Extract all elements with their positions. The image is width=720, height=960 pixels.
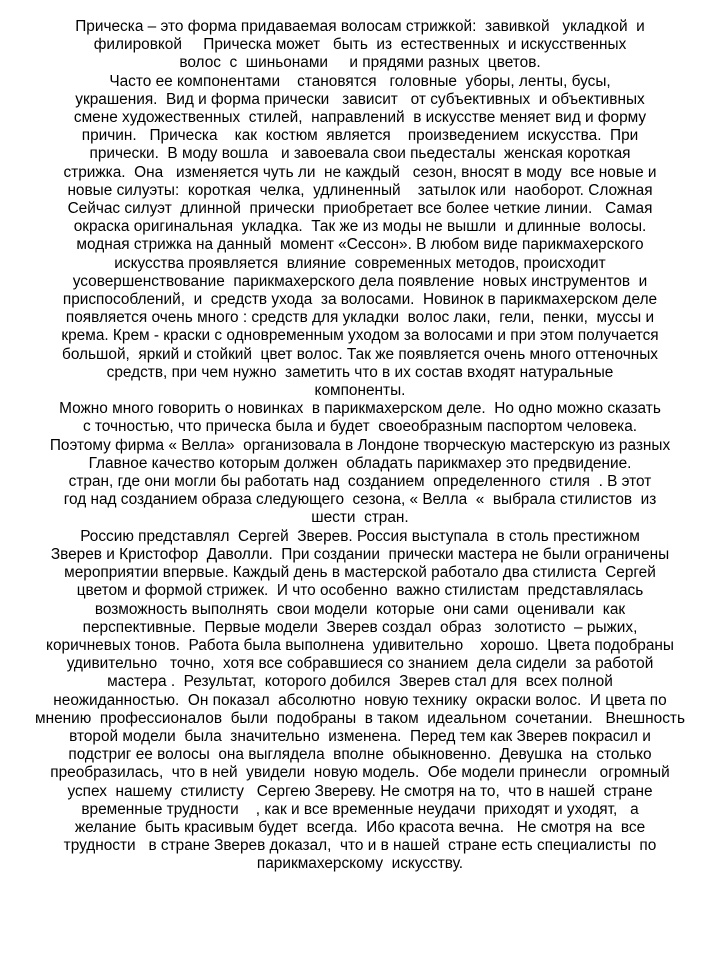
text-line: неожиданностью. Он показал абсолютно новую технику окраски волос. И цвета по: [53, 691, 667, 709]
text-line: стран, где они могли бы работать над созданием определенного стиля . В этот: [68, 473, 652, 491]
text-line: перспективные. Первые модели Зверев создал образ золотисто – рыжих,: [82, 618, 638, 636]
text-line: Зверев и Кристофор Даволли. При создании прически мастера не были ограничены: [50, 545, 670, 563]
text-line: цветом и формой стрижек. И что особенно важно стилистам представлялась: [76, 582, 644, 600]
text-line: модная стрижка на данный момент «Сессон». В любом виде парикмахерского: [76, 236, 644, 254]
text-line: Россию представлял Сергей Зверев. Россия выступала в столь престижном: [80, 527, 640, 545]
text-line: коричневых тонов. Работа была выполнена удивительно хорошо. Цвета подобраны: [46, 636, 674, 654]
text-line: мастера . Результат, которого добился Зверев стал для всех полной: [107, 673, 613, 691]
text-line: Часто ее компонентами становятся головные уборы, ленты, бусы,: [109, 72, 611, 90]
text-line: второй модели была значительно изменена. Перед тем как Зверев покрасил и: [69, 727, 651, 745]
text-line: новые силуэты: короткая челка, удлиненный затылок или наоборот. Сложная: [67, 181, 653, 199]
text-line: искусства проявляется влияние современных методов, происходит: [114, 254, 606, 272]
text-line: приспособлений, и средств ухода за волосами. Новинок в парикмахерском деле: [62, 291, 658, 309]
text-line: шести стран.: [311, 509, 409, 527]
text-line: с точностью, что прическа была и будет своеобразным паспортом человека.: [82, 418, 638, 436]
text-line: мнению профессионалов были подобраны в таком идеальном сочетании. Внешность: [35, 709, 685, 727]
text-line: Сейчас силуэт длинной прически приобретает все более четкие линии. Самая: [67, 200, 653, 218]
text-line: средств, при чем нужно заметить что в их состав входят натуральные: [106, 363, 614, 381]
text-line: трудности в стране Зверев доказал, что и в нашей стране есть специалисты по: [63, 837, 657, 855]
text-line: компоненты.: [314, 382, 406, 400]
text-line: причин. Прическа как костюм является произведением искусства. При: [81, 127, 639, 145]
text-line: большой, яркий и стойкий цвет волос. Так же появляется очень много оттеночных: [62, 345, 658, 363]
text-line: украшения. Вид и форма прически зависит от субъективных и объективных: [75, 90, 645, 108]
text-line: успех нашему стилисту Сергею Звереву. Не смотря на то, что в нашей стране: [67, 782, 653, 800]
text-line: желание быть красивым будет всегда. Ибо красота вечна. Не смотря на все: [74, 818, 646, 836]
text-line: филировкой Прическа может быть из естественных и искусственных: [93, 36, 627, 54]
text-line: появляется очень много : средств для укладки волос лаки, гели, пенки, муссы и: [65, 309, 655, 327]
text-line: подстриг ее волосы она выглядела вполне обыкновенно. Девушка на столько: [68, 746, 652, 764]
text-line: мероприятии впервые. Каждый день в мастерской работало два стилиста Сергей: [64, 564, 656, 582]
text-line: Поэтому фирма « Велла» организовала в Лондоне творческую мастерскую из разных: [49, 436, 671, 454]
text-line: временные трудности , как и все временные неудачи приходят и уходят, а: [81, 800, 639, 818]
text-line: смене художественных стилей, направлений в искусстве меняет вид и форму: [73, 109, 647, 127]
text-line: Можно много говорить о новинках в парикмахерском деле. Но одно можно сказать: [59, 400, 661, 418]
text-line: Прическа – это форма придаваемая волосам стрижкой: завивкой укладкой и: [75, 18, 645, 35]
text-line: парикмахерскому искусству.: [256, 855, 464, 873]
text-line: год над созданием образа следующего сезона, « Велла « выбрала стилистов из: [63, 491, 657, 509]
text-line: стрижка. Она изменяется чуть ли не каждый сезон, вносят в моду все новые и: [63, 163, 657, 181]
text-line: окраска оригинальная укладка. Так же из моды не вышли и длинные волосы.: [73, 218, 647, 236]
text-line: преобразилась, что в ней увидели новую модель. Обе модели принесли огромный: [50, 764, 670, 782]
text-line: удивительно точно, хотя все собравшиеся со знанием дела сидели за работой: [66, 655, 654, 673]
text-line: Главное качество которым должен обладать парикмахер это предвидение.: [88, 454, 632, 472]
text-line: возможность выполнять свои модели которые они сами оценивали как: [94, 600, 626, 618]
text-line: волос с шиньонами и прядями разных цветов.: [179, 54, 541, 72]
document-body: [30, 18, 690, 874]
text-line: крема. Крем - краски с одновременным уходом за волосами и при этом получается: [61, 327, 659, 345]
text-line: прически. В моду вошла и завоевала свои пьедесталы женская короткая: [89, 145, 631, 163]
text-line: усовершенствование парикмахерского дела появление новых инструментов и: [72, 272, 648, 290]
